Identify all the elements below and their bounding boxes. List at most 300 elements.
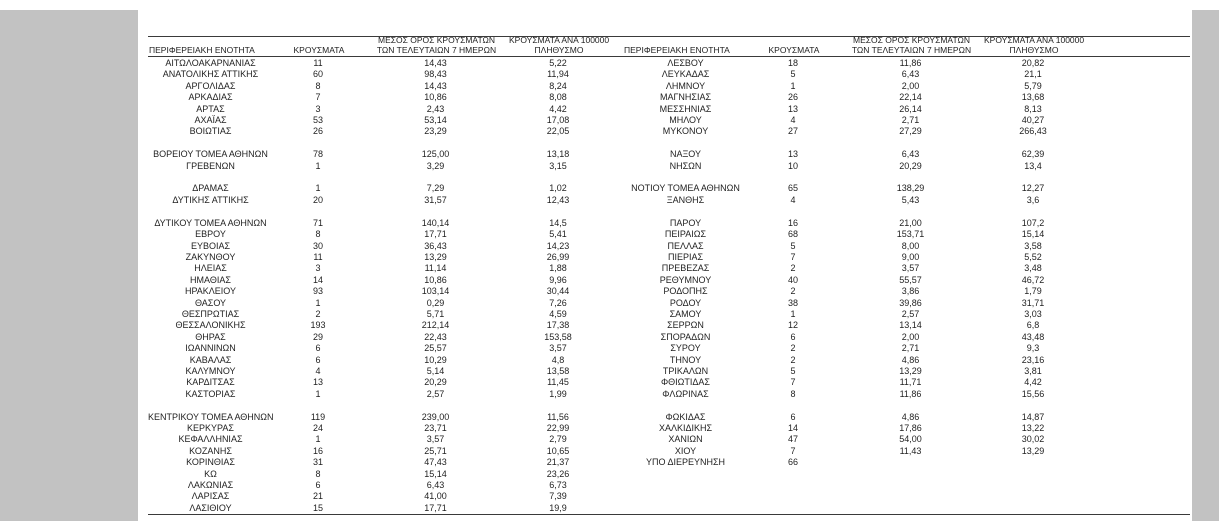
cases-cell: 68 xyxy=(787,229,798,240)
per100k-cell: 17,08 xyxy=(546,115,570,126)
avg7-cell: 4,86 xyxy=(901,411,920,422)
per100k-cell: 3,48 xyxy=(1024,263,1042,274)
avg7-cell: 0,29 xyxy=(426,297,445,308)
table-row xyxy=(148,423,608,434)
table-row xyxy=(623,343,1083,354)
region-name-cell: ΧΑΛΚΙΔΙΚΗΣ xyxy=(658,423,713,433)
avg7-cell: 2,00 xyxy=(901,80,920,91)
table-row xyxy=(623,355,1083,366)
region-name-cell: ΠΡΕΒΕΖΑΣ xyxy=(661,263,710,274)
table-row-spacer xyxy=(148,206,608,217)
avg7-cell: 2,71 xyxy=(901,115,920,126)
per100k-cell: 43,48 xyxy=(1021,331,1045,342)
header-avg7-left-line1: ΜΕΣΟΣ ΟΡΟΣ ΚΡΟΥΣΜΑΤΩΝ xyxy=(378,35,495,46)
table-row xyxy=(148,309,608,320)
cases-cell: 2 xyxy=(790,354,796,365)
per100k-cell: 19,9 xyxy=(549,502,567,513)
per100k-cell: 23,26 xyxy=(546,468,570,479)
cases-cell: 8 xyxy=(315,468,321,479)
table-row-spacer xyxy=(148,138,608,149)
region-name-cell xyxy=(148,400,273,411)
cases-cell: 21 xyxy=(312,491,323,502)
cases-cell: 11 xyxy=(313,251,323,262)
cases-cell: 31 xyxy=(312,457,323,468)
avg7-cell: 14,43 xyxy=(424,58,447,68)
table-row xyxy=(623,161,1083,172)
avg7-cell: 8,00 xyxy=(901,240,920,251)
table-row xyxy=(623,320,1083,331)
per100k-cell: 1,02 xyxy=(549,183,567,194)
region-name-cell: ΕΒΡΟΥ xyxy=(195,229,226,240)
per100k-cell: 22,05 xyxy=(546,126,570,137)
avg7-cell: 26,14 xyxy=(899,103,922,114)
table-row-spacer xyxy=(623,172,1083,183)
per100k-cell: 3,6 xyxy=(1026,194,1040,205)
region-name-cell: ΤΗΝΟΥ xyxy=(669,354,702,365)
table-row xyxy=(623,332,1083,343)
per100k-cell: 3,03 xyxy=(1024,308,1042,319)
region-name-cell xyxy=(623,469,748,480)
per100k-cell: 7,26 xyxy=(549,297,567,308)
avg7-cell: 153,71 xyxy=(896,229,925,240)
cases-cell: 1 xyxy=(790,308,796,319)
avg7-cell: 11,43 xyxy=(899,445,922,456)
table-row xyxy=(148,491,608,502)
cases-cell: 7 xyxy=(790,445,796,456)
per100k-cell: 107,2 xyxy=(1021,217,1045,228)
per100k-cell: 11,94 xyxy=(547,69,569,80)
region-name-cell: ΣΠΟΡΑΔΩΝ xyxy=(660,331,711,342)
region-name-cell: ΛΑΚΩΝΙΑΣ xyxy=(187,480,234,491)
table-left-half-header xyxy=(148,37,608,56)
cases-cell: 24 xyxy=(312,423,323,433)
per100k-cell: 1,79 xyxy=(1024,286,1042,297)
region-name-cell: ΧΙΟΥ xyxy=(674,445,697,456)
table-row xyxy=(623,149,1083,160)
table-row xyxy=(623,92,1083,103)
cases-cell: 4 xyxy=(790,115,796,126)
table-row-spacer xyxy=(148,172,608,183)
table-row xyxy=(148,480,608,491)
avg7-cell xyxy=(838,138,983,149)
table-row xyxy=(623,275,1083,286)
table-row xyxy=(148,126,608,137)
cases-cell: 7 xyxy=(315,92,321,103)
avg7-cell: 31,57 xyxy=(424,194,447,205)
cases-cell: 5 xyxy=(790,240,796,251)
per100k-cell: 21,1 xyxy=(1024,69,1042,80)
avg7-cell: 36,43 xyxy=(424,240,447,251)
cases-cell: 8 xyxy=(790,388,796,399)
region-name-cell: ΑΙΤΩΛΟΑΚΑΡΝΑΝΙΑΣ xyxy=(165,58,256,68)
per100k-cell: 21,37 xyxy=(546,457,570,468)
avg7-cell: 13,14 xyxy=(899,320,922,331)
avg7-cell: 17,71 xyxy=(424,502,447,513)
table-row xyxy=(148,446,608,457)
cases-cell: 6 xyxy=(790,411,796,422)
region-name-cell: ΘΕΣΠΡΩΤΙΑΣ xyxy=(181,308,240,319)
per100k-cell xyxy=(508,400,608,411)
avg7-cell: 3,57 xyxy=(426,434,445,445)
header-per100k-right xyxy=(984,36,1084,56)
cases-cell: 8 xyxy=(315,229,321,240)
region-name-cell: ΗΡΑΚΛΕΙΟΥ xyxy=(184,286,237,297)
table-row-spacer xyxy=(148,400,608,411)
per100k-cell: 15,56 xyxy=(1021,388,1045,399)
table-row-spacer xyxy=(623,480,1083,491)
avg7-cell xyxy=(838,457,983,468)
cases-cell xyxy=(748,400,838,411)
table-row xyxy=(148,229,608,240)
region-name-cell: ΔΥΤΙΚΟΥ ΤΟΜΕΑ ΑΘΗΝΩΝ xyxy=(154,217,267,228)
cases-cell: 7 xyxy=(790,377,796,388)
region-name-cell: ΜΕΣΣΗΝΙΑΣ xyxy=(659,103,712,114)
table-row xyxy=(148,320,608,331)
per100k-cell: 30,44 xyxy=(546,286,570,297)
cases-cell: 4 xyxy=(790,194,796,205)
region-name-cell: ΠΕΙΡΑΙΩΣ xyxy=(664,229,707,240)
avg7-cell: 7,29 xyxy=(426,183,445,194)
region-name-cell xyxy=(623,400,748,411)
per100k-cell xyxy=(983,206,1083,217)
cases-cell: 65 xyxy=(787,183,798,194)
region-name-cell: ΒΟΡΕΙΟΥ ΤΟΜΕΑ ΑΘΗΝΩΝ xyxy=(153,149,268,160)
cases-cell: 2 xyxy=(790,263,796,274)
header-per100k-left-line1: ΚΡΟΥΣΜΑΤΑ ΑΝΑ 100000 xyxy=(509,35,610,46)
avg7-cell: 2,00 xyxy=(901,331,920,342)
table-left-half-rows xyxy=(148,58,608,514)
table-row xyxy=(148,104,608,115)
avg7-cell: 11,71 xyxy=(899,377,922,388)
per100k-cell: 30,02 xyxy=(1021,434,1045,445)
avg7-cell: 27,29 xyxy=(899,126,922,137)
per100k-cell: 5,41 xyxy=(549,229,567,240)
table-row xyxy=(148,195,608,206)
avg7-cell: 3,86 xyxy=(901,286,920,297)
header-per100k-left-line2: ΠΛΗΘΥΣΜΟ xyxy=(534,44,584,55)
region-name-cell: ΠΙΕΡΙΑΣ xyxy=(667,251,704,262)
cases-cell: 5 xyxy=(790,69,796,80)
per100k-cell: 3,15 xyxy=(549,160,567,171)
table-row xyxy=(623,252,1083,263)
avg7-cell: 20,29 xyxy=(424,377,447,388)
cases-cell: 8 xyxy=(315,80,321,91)
avg7-cell: 5,43 xyxy=(901,194,920,205)
cases-cell: 26 xyxy=(312,126,323,137)
per100k-cell: 8,24 xyxy=(549,80,567,91)
avg7-cell: 5,14 xyxy=(426,365,445,376)
per100k-cell xyxy=(983,503,1083,514)
header-per100k-left xyxy=(509,36,609,56)
table-row xyxy=(148,58,608,69)
table-row xyxy=(148,298,608,309)
avg7-cell: 4,86 xyxy=(901,354,920,365)
cases-cell: 1 xyxy=(315,388,321,399)
avg7-cell: 2,57 xyxy=(426,388,445,399)
region-name-cell: ΑΡΤΑΣ xyxy=(196,103,225,114)
table-row-spacer xyxy=(623,400,1083,411)
avg7-cell: 138,29 xyxy=(896,183,925,194)
avg7-cell xyxy=(838,480,983,491)
region-name-cell: ΝΗΣΩΝ xyxy=(669,160,702,171)
avg7-cell: 10,86 xyxy=(424,92,447,103)
cases-cell xyxy=(273,400,363,411)
page-margin-right xyxy=(1192,10,1219,521)
avg7-cell: 23,29 xyxy=(424,126,447,137)
avg7-cell: 3,29 xyxy=(426,160,445,171)
region-name-cell: ΧΑΝΙΩΝ xyxy=(668,434,703,445)
region-name-cell xyxy=(623,503,748,514)
region-name-cell: ΑΧΑΪΑΣ xyxy=(194,115,227,126)
avg7-cell: 98,43 xyxy=(424,69,447,80)
cases-cell: 2 xyxy=(790,286,796,297)
table-row xyxy=(623,298,1083,309)
per100k-cell: 40,27 xyxy=(1021,115,1045,126)
avg7-cell: 11,86 xyxy=(899,388,922,399)
per100k-cell: 62,39 xyxy=(1021,149,1045,160)
avg7-cell xyxy=(838,469,983,480)
table-row xyxy=(623,366,1083,377)
table-row-spacer xyxy=(623,503,1083,514)
avg7-cell: 25,57 xyxy=(424,343,447,354)
avg7-cell: 2,57 xyxy=(901,308,920,319)
table-row xyxy=(148,263,608,274)
region-name-cell: ΔΥΤΙΚΗΣ ΑΤΤΙΚΗΣ xyxy=(172,194,249,205)
avg7-cell: 125,00 xyxy=(421,149,450,160)
region-name-cell: ΛΑΣΙΘΙΟΥ xyxy=(189,502,232,513)
table-row xyxy=(623,434,1083,445)
table-row xyxy=(148,377,608,388)
region-name-cell: ΘΑΣΟΥ xyxy=(194,297,227,308)
region-name-cell xyxy=(623,206,748,217)
avg7-cell: 6,43 xyxy=(426,480,445,491)
cases-cell: 7 xyxy=(790,251,796,262)
table-row-spacer xyxy=(623,491,1083,502)
region-name-cell: ΛΕΣΒΟΥ xyxy=(667,58,704,68)
region-name-cell xyxy=(623,172,748,183)
table-row xyxy=(623,229,1083,240)
cases-cell: 1 xyxy=(790,80,796,91)
cases-cell: 2 xyxy=(315,308,321,319)
cases-cell xyxy=(273,172,363,183)
cases-cell: 60 xyxy=(312,69,323,80)
table-row xyxy=(148,343,608,354)
table-row xyxy=(623,104,1083,115)
per100k-cell: 3,57 xyxy=(549,343,567,354)
table-row xyxy=(623,377,1083,388)
header-avg7-right xyxy=(839,36,984,56)
cases-cell: 47 xyxy=(787,434,798,445)
region-name-cell: ΣΥΡΟΥ xyxy=(670,343,701,354)
cases-cell: 14 xyxy=(787,423,798,433)
table-row xyxy=(623,286,1083,297)
cases-cell: 1 xyxy=(315,297,321,308)
cases-cell: 13 xyxy=(312,377,323,388)
table-row xyxy=(623,309,1083,320)
per100k-cell: 4,8 xyxy=(551,354,565,365)
avg7-cell: 6,43 xyxy=(901,69,920,80)
cases-cell: 78 xyxy=(312,149,323,160)
region-name-cell: ΣΕΡΡΩΝ xyxy=(667,320,704,331)
avg7-cell: 2,43 xyxy=(426,103,445,114)
table-row xyxy=(148,252,608,263)
avg7-cell: 47,43 xyxy=(424,457,447,468)
per100k-cell: 153,58 xyxy=(544,331,572,342)
cases-cell: 2 xyxy=(790,343,796,354)
table-row xyxy=(148,218,608,229)
cases-cell: 119 xyxy=(310,411,326,422)
table-row xyxy=(623,446,1083,457)
cases-cell xyxy=(748,206,838,217)
per100k-cell: 13,29 xyxy=(1021,445,1045,456)
avg7-cell xyxy=(838,503,983,514)
cases-cell xyxy=(748,469,838,480)
table-row xyxy=(148,286,608,297)
avg7-cell xyxy=(838,491,983,502)
avg7-cell: 14,43 xyxy=(424,80,447,91)
avg7-cell: 39,86 xyxy=(899,297,922,308)
per100k-cell xyxy=(508,138,608,149)
table-header-row xyxy=(148,37,1190,57)
avg7-cell: 9,00 xyxy=(901,251,920,262)
cases-cell: 6 xyxy=(315,343,321,354)
table-row xyxy=(623,457,1083,468)
per100k-cell: 4,59 xyxy=(549,308,567,319)
per100k-cell: 14,87 xyxy=(1021,411,1045,422)
avg7-cell: 55,57 xyxy=(899,274,922,285)
table-row xyxy=(148,183,608,194)
region-name-cell: ΤΡΙΚΑΛΩΝ xyxy=(662,365,709,376)
table-row-spacer xyxy=(623,138,1083,149)
table-row xyxy=(148,412,608,423)
region-name-cell: ΚΑΡΔΙΤΣΑΣ xyxy=(186,377,235,388)
cases-cell: 193 xyxy=(310,320,326,331)
per100k-cell: 12,43 xyxy=(546,194,570,205)
cases-cell: 16 xyxy=(312,445,323,456)
region-name-cell: ΖΑΚΥΝΘΟΥ xyxy=(185,251,236,262)
region-name-cell: ΝΑΞΟΥ xyxy=(669,149,702,160)
cases-cell: 29 xyxy=(312,331,323,342)
table-row xyxy=(623,389,1083,400)
cases-cell: 4 xyxy=(315,365,321,376)
region-name-cell xyxy=(623,138,748,149)
cases-cell: 26 xyxy=(787,92,798,103)
per100k-cell: 1,88 xyxy=(549,263,567,274)
per100k-cell: 6,8 xyxy=(1026,320,1040,331)
table-row xyxy=(623,263,1083,274)
per100k-cell xyxy=(983,400,1083,411)
avg7-cell: 11,14 xyxy=(424,263,447,274)
region-name-cell xyxy=(148,138,273,149)
avg7-cell: 103,14 xyxy=(421,286,450,297)
table-right-half-rows xyxy=(623,58,1083,514)
cases-cell: 3 xyxy=(315,263,321,274)
cases-cell: 10 xyxy=(787,160,798,171)
cases-cell: 13 xyxy=(787,103,798,114)
region-name-cell: ΒΟΙΩΤΙΑΣ xyxy=(189,126,232,137)
region-name-cell: ΘΕΣΣΑΛΟΝΙΚΗΣ xyxy=(175,320,246,331)
per100k-cell: 13,18 xyxy=(546,149,570,160)
region-name-cell: ΚΕΝΤΡΙΚΟΥ ΤΟΜΕΑ ΑΘΗΝΩΝ xyxy=(148,411,274,422)
avg7-cell: 10,29 xyxy=(424,354,447,365)
table-row xyxy=(148,92,608,103)
per100k-cell: 11,56 xyxy=(547,411,569,422)
header-per100k-right-line1: ΚΡΟΥΣΜΑΤΑ ΑΝΑ 100000 xyxy=(984,35,1085,46)
avg7-cell xyxy=(838,400,983,411)
region-name-cell xyxy=(623,491,748,502)
avg7-cell: 11,86 xyxy=(899,58,922,68)
table-row xyxy=(148,389,608,400)
region-name-cell: ΜΗΛΟΥ xyxy=(669,115,702,126)
region-name-cell: ΡΟΔΟΥ xyxy=(669,297,702,308)
header-cases-left: ΚΡΟΥΣΜΑΤΑ xyxy=(293,44,345,55)
table-row xyxy=(623,81,1083,92)
table-row xyxy=(148,275,608,286)
cases-cell: 16 xyxy=(787,217,798,228)
region-name-cell: ΚΩ xyxy=(204,468,217,479)
per100k-cell: 13,68 xyxy=(1021,92,1045,103)
per100k-cell: 31,71 xyxy=(1021,297,1045,308)
per100k-cell xyxy=(983,172,1083,183)
region-name-cell: ΣΑΜΟΥ xyxy=(669,308,702,319)
per100k-cell: 7,39 xyxy=(549,491,567,502)
avg7-cell: 22,14 xyxy=(899,92,922,103)
cases-cell: 6 xyxy=(315,354,321,365)
region-name-cell: ΑΡΚΑΔΙΑΣ xyxy=(188,92,233,103)
region-name-cell: ΥΠΟ ΔΙΕΡΕΥΝΗΣΗ xyxy=(645,457,726,468)
avg7-cell: 2,71 xyxy=(901,343,920,354)
avg7-cell: 13,29 xyxy=(899,365,922,376)
header-avg7-left xyxy=(364,36,509,56)
per100k-cell: 13,58 xyxy=(546,365,570,376)
table-body xyxy=(148,57,1190,514)
per100k-cell: 10,65 xyxy=(546,445,570,456)
avg7-cell xyxy=(838,172,983,183)
per100k-cell xyxy=(983,480,1083,491)
table-row xyxy=(623,423,1083,434)
per100k-cell: 17,38 xyxy=(546,320,570,331)
region-name-cell: ΦΛΩΡΙΝΑΣ xyxy=(662,388,709,399)
header-avg7-right-line1: ΜΕΣΟΣ ΟΡΟΣ ΚΡΟΥΣΜΑΤΩΝ xyxy=(853,35,970,46)
avg7-cell xyxy=(363,172,508,183)
cases-cell: 6 xyxy=(790,331,796,342)
per100k-cell: 23,16 xyxy=(1021,354,1045,365)
region-name-cell: ΔΡΑΜΑΣ xyxy=(192,183,229,194)
cases-cell: 27 xyxy=(787,126,798,137)
avg7-cell: 17,71 xyxy=(424,229,447,240)
per100k-cell xyxy=(508,172,608,183)
cases-cell xyxy=(748,491,838,502)
per100k-cell: 46,72 xyxy=(1021,274,1045,285)
cases-cell xyxy=(748,480,838,491)
region-name-cell: ΛΑΡΙΣΑΣ xyxy=(191,491,230,502)
region-name-cell: ΦΘΙΩΤΙΔΑΣ xyxy=(661,377,710,388)
region-name-cell: ΚΟΡΙΝΘΙΑΣ xyxy=(186,457,235,468)
table-right-half-header xyxy=(623,37,1083,56)
region-name-cell: ΝΟΤΙΟΥ ΤΟΜΕΑ ΑΘΗΝΩΝ xyxy=(631,183,740,194)
cases-cell: 53 xyxy=(312,115,323,126)
cases-cell: 66 xyxy=(787,457,798,468)
header-cases-right: ΚΡΟΥΣΜΑΤΑ xyxy=(768,44,820,55)
avg7-cell: 13,29 xyxy=(424,251,447,262)
avg7-cell: 53,14 xyxy=(424,115,447,126)
table-row xyxy=(623,412,1083,423)
region-name-cell: ΞΑΝΘΗΣ xyxy=(666,194,705,205)
avg7-cell: 10,86 xyxy=(424,274,447,285)
avg7-cell: 5,71 xyxy=(426,308,445,319)
table-row xyxy=(148,503,608,514)
per100k-cell: 14,23 xyxy=(546,240,570,251)
